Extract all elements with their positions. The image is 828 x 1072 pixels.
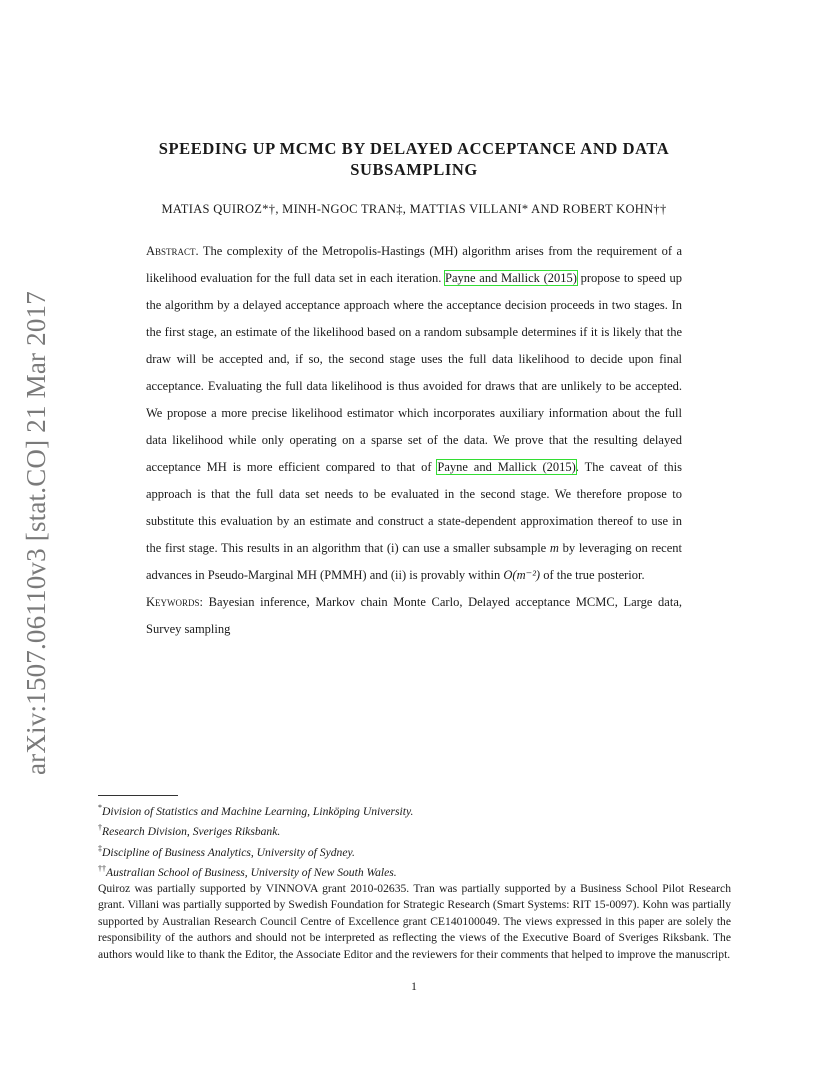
abstract-heading: Abstract.: [146, 244, 199, 258]
paper-title: [0, 138, 828, 180]
abstract-text-2: propose to speed up the algorithm by a delayed acceptance approach where the acceptance decision proceeds in two stages. In the first stage, an estimate of the likelihood based on a random subsample determines if it is likely that the draw will be accepted and, if so, the second stage uses the full data likelihood to decide upon final acceptance. Evaluating the full data likelihood is thus avoided for draws that are unlikely to be accepted. We propose a more precise likelihood estimator which incorporates auxiliary information about the full data likelihood while only operating on a sparse set of the data. We prove that the resulting delayed acceptance MH is more efficient compared to that of: [146, 271, 682, 474]
citation-link-payne-mallick-2[interactable]: Payne and Mallick (2015): [437, 460, 576, 474]
footnote-text: Research Division, Sveriges Riksbank.: [102, 825, 281, 839]
footnote-affiliation: [98, 800, 731, 820]
keywords: [146, 589, 682, 643]
author-list: MATIAS QUIROZ*†, MINH-NGOC TRAN‡, MATTIAS VILLANI* AND ROBERT KOHN††: [161, 202, 667, 216]
funding-acknowledgement: Quiroz was partially supported by VINNOVA grant 2010-02635. Tran was partially supported by a Business School Pilot Research grant. Villani was partially supported by Swedish Foundation for Strategic Research (Smart Systems: RIT 15-0097). Kohn was partially supported by Australian Research Council Centre of Excellence grant CE140100049. The views expressed in this paper are solely the responsibility of the authors and should not be interpreted as reflecting the views of the Executive Board of Sveriges Riksbank. The authors would like to thank the Editor, the Associate Editor and the reviewers for their comments that helped to improve the manuscript.: [98, 882, 731, 961]
page-number: 1: [411, 981, 417, 993]
abstract-text-1: The complexity of the Metropolis-Hastings (MH) algorithm arises from the requirement of a likelihood evaluation for the full data set in each iteration.: [146, 244, 682, 285]
footnote-affiliation: [98, 861, 731, 881]
math-error-bound: O(m⁻²): [503, 568, 541, 582]
footnote-mark: †: [98, 823, 102, 833]
footnote-affiliation: [98, 820, 731, 840]
abstract-text-5: of the true posterior.: [540, 568, 645, 582]
keywords-heading: Keywords:: [146, 595, 203, 609]
abstract: [146, 238, 682, 643]
abstract-text-3: . The caveat of this approach is that the full data set needs to be evaluated in the second stage. We therefore propose to substitute this evaluation by an estimate and construct a state-dependent approximation thereof to use in the first stage. This results in an algorithm that (i) can use a smaller subsample: [146, 460, 682, 555]
footnote-divider: [98, 795, 178, 796]
footnote-text: Australian School of Business, University of New South Wales.: [106, 865, 397, 879]
footnote-affiliation: [98, 841, 731, 861]
footnotes: [98, 800, 731, 963]
abstract-text-4: by leveraging on recent advances in Pseudo-Marginal MH (PMMH) and (ii) is provably within: [146, 541, 682, 582]
footnote-text: Division of Statistics and Machine Learning, Linköping University.: [102, 804, 414, 818]
abstract-paragraph: [146, 238, 682, 589]
paper-title-line-2: SUBSAMPLING: [350, 160, 478, 179]
footnote-text: Discipline of Business Analytics, University of Sydney.: [102, 845, 355, 859]
arxiv-identifier-stamp: arXiv:1507.06110v3 [stat.CO] 21 Mar 2017: [21, 291, 51, 775]
math-variable-m: m: [549, 541, 559, 555]
citation-link-payne-mallick[interactable]: Payne and Mallick (2015): [445, 271, 577, 285]
paper-title-line-1: SPEEDING UP MCMC BY DELAYED ACCEPTANCE AND DATA: [158, 139, 670, 158]
keywords-text: Bayesian inference, Markov chain Monte Carlo, Delayed acceptance MCMC, Large data, Survey sampling: [146, 595, 682, 636]
footnote-mark: *: [98, 803, 102, 812]
footnote-mark: ††: [98, 863, 106, 873]
footnote-mark: ‡: [98, 843, 102, 853]
